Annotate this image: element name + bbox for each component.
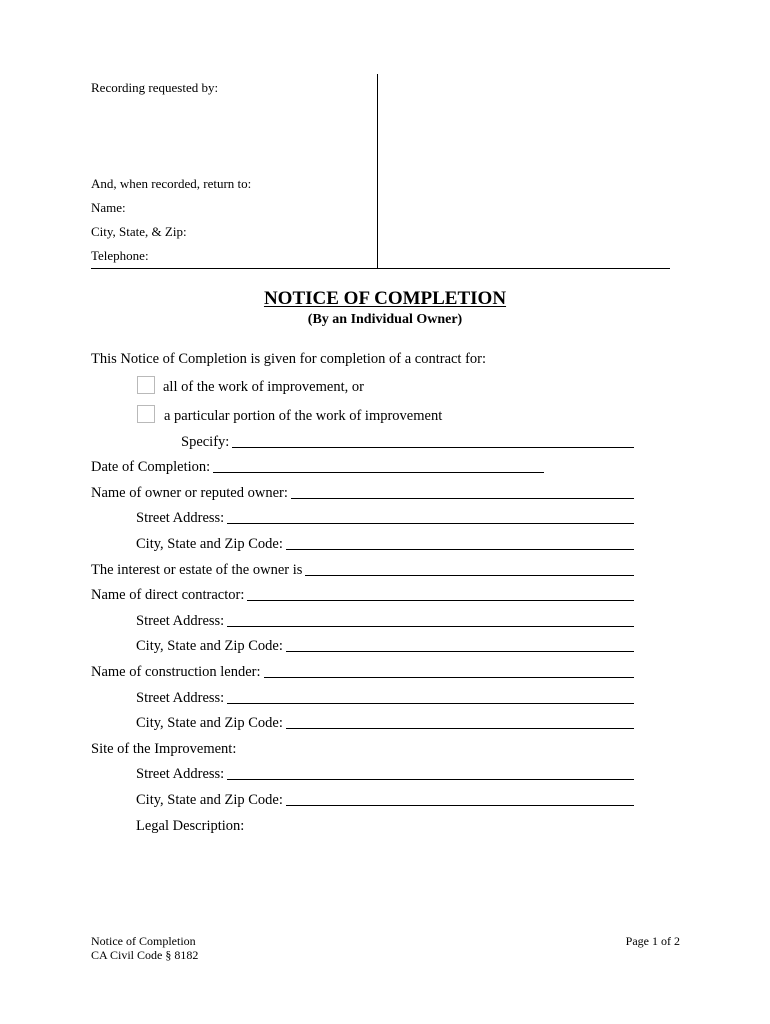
lender-street-row [136,690,634,707]
contractor-city-field[interactable] [286,651,634,652]
lender-street-field[interactable] [227,703,634,704]
recording-vertical-divider [377,74,378,268]
footer-doc-name: Notice of Completion [91,934,196,948]
owner-interest-row [91,562,634,579]
owner-name-row [91,485,634,502]
footer-page-number: Page 1 of 2 [625,934,680,948]
return-telephone-label: Telephone: [91,248,149,263]
document-title: NOTICE OF COMPLETION [263,288,507,309]
site-heading-row [91,741,634,758]
specify-label: Specify: [181,434,230,450]
lender-street-label: Street Address: [136,690,225,706]
lender-name-label: Name of construction lender: [91,664,261,680]
contractor-name-row [91,587,634,604]
lender-name-field[interactable] [264,677,634,678]
owner-street-row [136,510,634,527]
specify-field[interactable] [232,447,634,448]
portion-checkbox[interactable] [137,405,155,423]
recording-horizontal-divider [91,268,670,269]
contractor-name-field[interactable] [247,600,634,601]
owner-name-label: Name of owner or reputed owner: [91,485,288,501]
site-street-field[interactable] [227,779,634,780]
return-to-label: And, when recorded, return to: [91,176,252,191]
owner-street-label: Street Address: [136,510,225,526]
all-work-label: all of the work of improvement, or [163,379,364,395]
all-work-checkbox[interactable] [137,376,155,394]
lender-city-label: City, State and Zip Code: [136,715,283,731]
date-of-completion-row [91,459,544,476]
contractor-city-label: City, State and Zip Code: [136,638,283,654]
recording-requested-by-label: Recording requested by: [91,80,219,95]
contractor-street-row [136,613,634,630]
lender-name-row [91,664,634,681]
owner-city-field[interactable] [286,549,634,550]
intro-row [91,351,636,368]
lender-city-field[interactable] [286,728,634,729]
date-of-completion-field[interactable] [213,472,544,473]
site-heading-label: Site of the Improvement: [91,741,237,757]
site-city-row [136,792,634,809]
contractor-name-label: Name of direct contractor: [91,587,245,603]
site-city-field[interactable] [286,805,634,806]
document-subtitle: (By an Individual Owner) [307,312,463,327]
owner-city-label: City, State and Zip Code: [136,536,283,552]
legal-description-row [136,818,634,835]
return-name-label: Name: [91,200,126,215]
contractor-street-label: Street Address: [136,613,225,629]
site-city-label: City, State and Zip Code: [136,792,283,808]
legal-description-label: Legal Description: [136,818,245,834]
owner-interest-field[interactable] [305,575,634,576]
owner-interest-label: The interest or estate of the owner is [91,562,303,578]
date-of-completion-label: Date of Completion: [91,459,211,475]
return-city-state-zip-label: City, State, & Zip: [91,224,187,239]
owner-name-field[interactable] [291,498,634,499]
footer-code-ref: CA Civil Code § 8182 [91,948,199,962]
intro-text: This Notice of Completion is given for completion of a contract for: [91,351,487,367]
contractor-city-row [136,638,634,655]
owner-street-field[interactable] [227,523,634,524]
site-street-row [136,766,634,783]
contractor-street-field[interactable] [227,626,634,627]
specify-row [181,434,634,451]
lender-city-row [136,715,634,732]
site-street-label: Street Address: [136,766,225,782]
owner-city-row [136,536,634,553]
portion-label: a particular portion of the work of improvement [164,408,443,424]
